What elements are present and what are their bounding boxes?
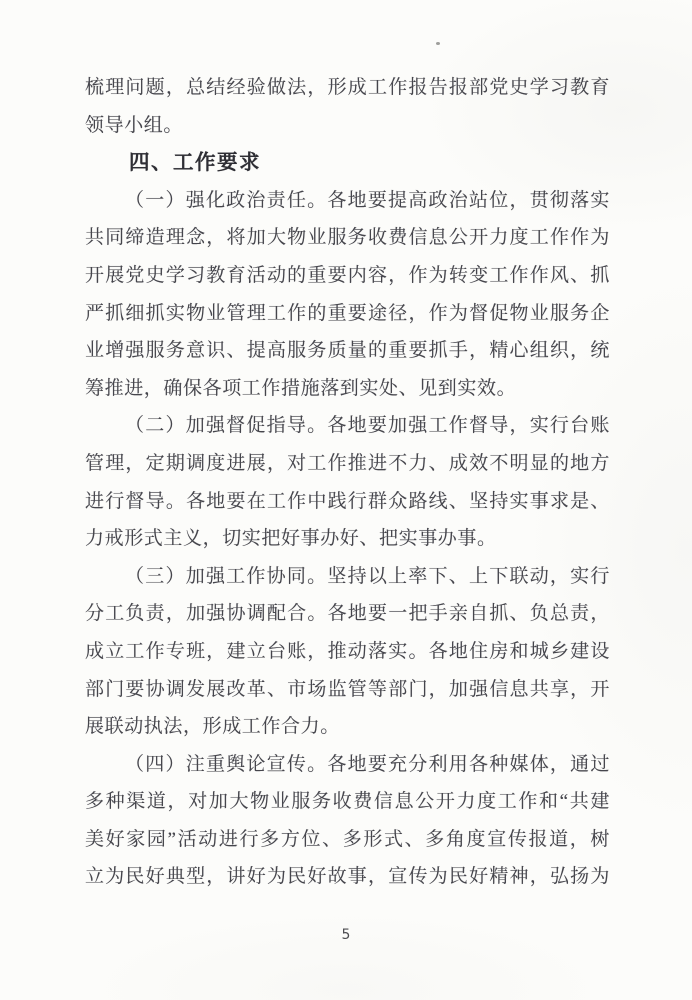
text-line: 领导小组。: [85, 114, 184, 136]
text-line: 部门要协调发展改革、市场监管等部门，加强信息共享，开: [85, 678, 610, 700]
text-line: 开展党史学习教育活动的重要内容，作为转变工作作风、抓: [85, 264, 610, 286]
text-line: （三）加强工作协同。坚持以上率下、上下联动，实行: [125, 565, 610, 587]
text-line: 业增强服务意识、提高服务质量的重要抓手，精心组织，统: [85, 340, 610, 362]
text-line: （一）强化政治责任。各地要提高政治站位，贯彻落实: [125, 189, 610, 211]
text-line: 严抓细抓实物业管理工作的重要途径，作为督促物业服务企: [85, 302, 610, 324]
document-text-block: [85, 69, 610, 896]
text-line: 筹推进，确保各项工作措施落到实处、见到实效。: [85, 377, 517, 399]
text-line: 管理，定期调度进展，对工作推进不力、成效不明显的地方: [85, 452, 610, 474]
text-line: 多种渠道，对加大物业服务收费信息公开力度工作和“共建: [85, 791, 610, 813]
text-line: （二）加强督促指导。各地要加强工作督导，实行台账: [125, 415, 610, 437]
text-line: 梳理问题，总结经验做法，形成工作报告报部党史学习教育: [85, 77, 610, 98]
text-line: 分工负责，加强协调配合。各地要一把手亲自抓、负总责，: [85, 603, 610, 625]
text-line: （四）注重舆论宣传。各地要充分利用各种媒体，通过: [125, 753, 610, 775]
text-line: 共同缔造理念，将加大物业服务收费信息公开力度工作作为: [85, 227, 610, 249]
text-line: 美好家园”活动进行多方位、多形式、多角度宣传报道，树: [85, 828, 610, 850]
text-line: 力戒形式主义，切实把好事办好、把实事办事。: [85, 528, 497, 550]
text-line: 展联动执法，形成工作合力。: [85, 716, 340, 738]
scan-speck-artifact: [436, 42, 440, 45]
text-line: 成立工作专班，建立台账，推动落实。各地住房和城乡建设: [85, 640, 610, 662]
page-number: 5: [341, 927, 351, 943]
section-heading: 四、工作要求: [129, 151, 261, 175]
text-line: 立为民好典型，讲好为民好故事，宣传为民好精神，弘扬为: [85, 866, 610, 888]
text-line: 进行督导。各地要在工作中践行群众路线、坚持实事求是、: [85, 490, 610, 512]
